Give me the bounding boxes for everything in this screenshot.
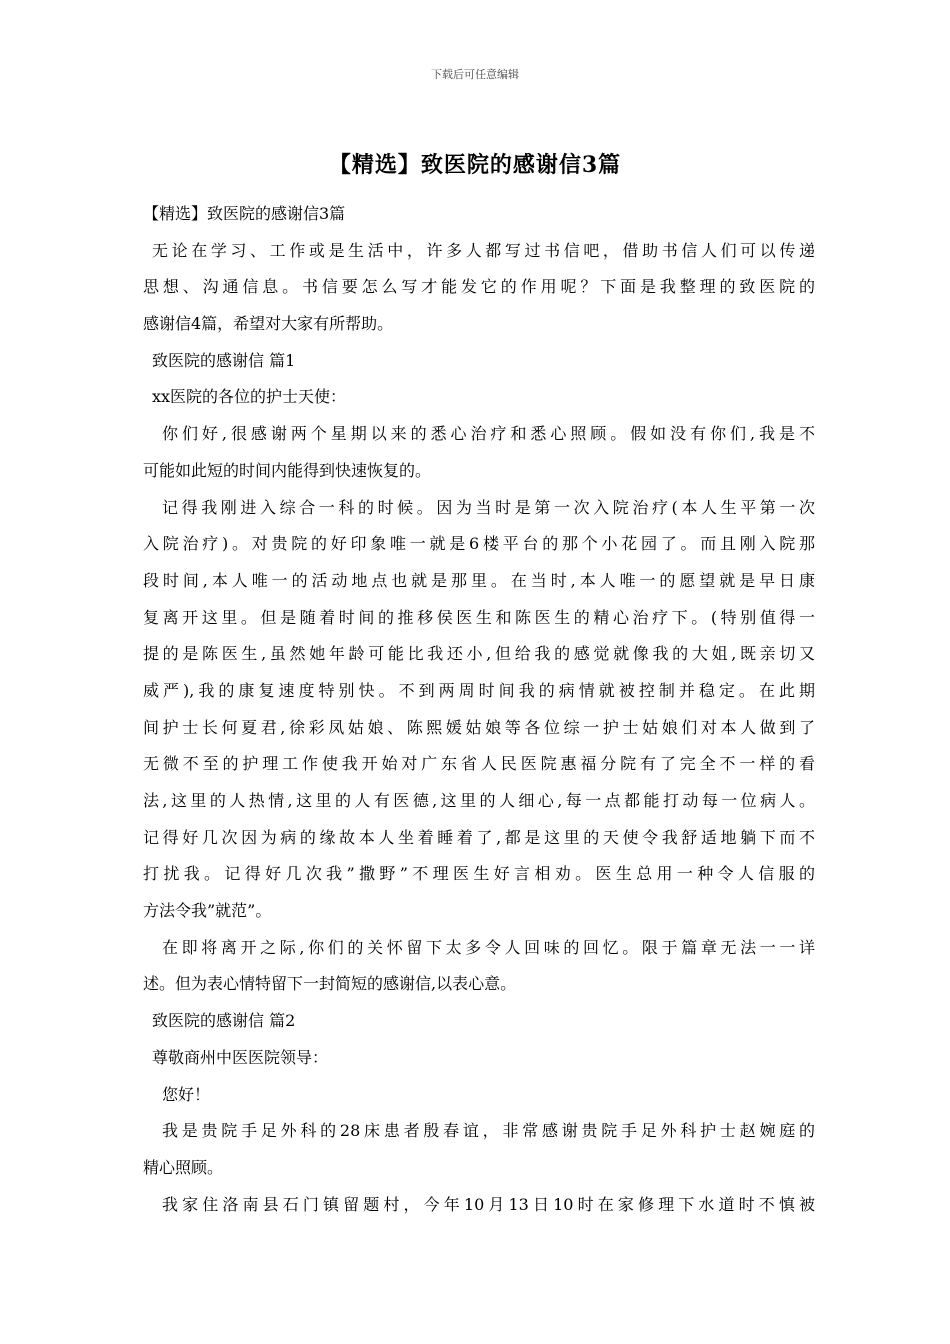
text-line: 复离开这里。但是随着时间的推移侯医生和陈医生的精心治疗下。(特别值得一 (143, 607, 815, 627)
text-line: 提的是陈医生,虽然她年龄可能比我还小,但给我的感觉就像我的大姐,既亲切又 (143, 644, 815, 664)
text-line: 入院治疗)。对贵院的好印象唯一就是6楼平台的那个小花园了。而且刚入院那 (143, 534, 815, 554)
text-line: 记得好几次因为病的缘故本人坐着睡着了,都是这里的天使令我舒适地躺下而不 (143, 827, 815, 847)
text-line: 【精选】致医院的感谢信3篇 (143, 204, 346, 223)
text-line: 尊敬商州中医医院领导： (152, 1047, 329, 1067)
text-line: 述。但为表心情特留下一封简短的感谢信,以表心意。 (143, 974, 517, 994)
text-line: 无论在学习、工作或是生活中，许多人都写过书信吧，借助书信人们可以传递 (152, 240, 815, 260)
text-line: 间护士长何夏君,徐彩凤姑娘、陈熙媛姑娘等各位综一护士姑娘们对本人做到了 (143, 717, 815, 737)
text-line: 致医院的感谢信 篇1 (152, 350, 296, 370)
document-body (143, 196, 815, 1223)
text-line: 威严),我的康复速度特别快。不到两周时间我的病情就被控制并稳定。在此期 (143, 680, 815, 700)
document-title: 【精选】致医院的感谢信3篇 (328, 152, 622, 178)
text-line: 可能如此短的时间内能得到快速恢复的。 (143, 460, 432, 480)
text-line: 法,这里的人热情,这里的人有医德,这里的人细心,每一点都能打动每一位病人。 (143, 791, 815, 810)
text-line: 感谢信4篇，希望对大家有所帮助。 (143, 314, 394, 334)
header-note: 下载后可任意编辑 (431, 68, 519, 81)
text-line: 我家住洛南县石门镇留题村，今年10月13日10时在家修理下水道时不慎被 (162, 1194, 815, 1214)
text-line: 在即将离开之际,你们的关怀留下太多令人回味的回忆。限于篇章无法一一详 (162, 937, 815, 957)
text-line: 我是贵院手足外科的28床患者殷春谊，非常感谢贵院手足外科护士赵婉庭的 (162, 1121, 815, 1141)
text-line: 致医院的感谢信 篇2 (152, 1011, 296, 1031)
text-line: 思想、沟通信息。书信要怎么写才能发它的作用呢？下面是我整理的致医院的 (143, 277, 815, 297)
text-line: 段时间,本人唯一的活动地点也就是那里。在当时,本人唯一的愿望就是早日康 (143, 570, 815, 590)
text-line: xx医院的各位的护士天使： (152, 387, 347, 407)
text-line: 无微不至的护理工作使我开始对广东省人民医院惠福分院有了完全不一样的看 (143, 754, 815, 774)
text-line: 打扰我。记得好几次我”撒野”不理医生好言相劝。医生总用一种令人信服的 (143, 864, 815, 884)
text-line: 你们好,很感谢两个星期以来的悉心治疗和悉心照顾。假如没有你们,我是不 (162, 424, 815, 444)
text-line: 方法令我”就范”。 (143, 901, 272, 921)
text-line: 记得我刚进入综合一科的时候。因为当时是第一次入院治疗(本人生平第一次 (162, 497, 815, 517)
text-line: 精心照顾。 (143, 1157, 224, 1177)
text-line: 您好！ (162, 1084, 211, 1104)
